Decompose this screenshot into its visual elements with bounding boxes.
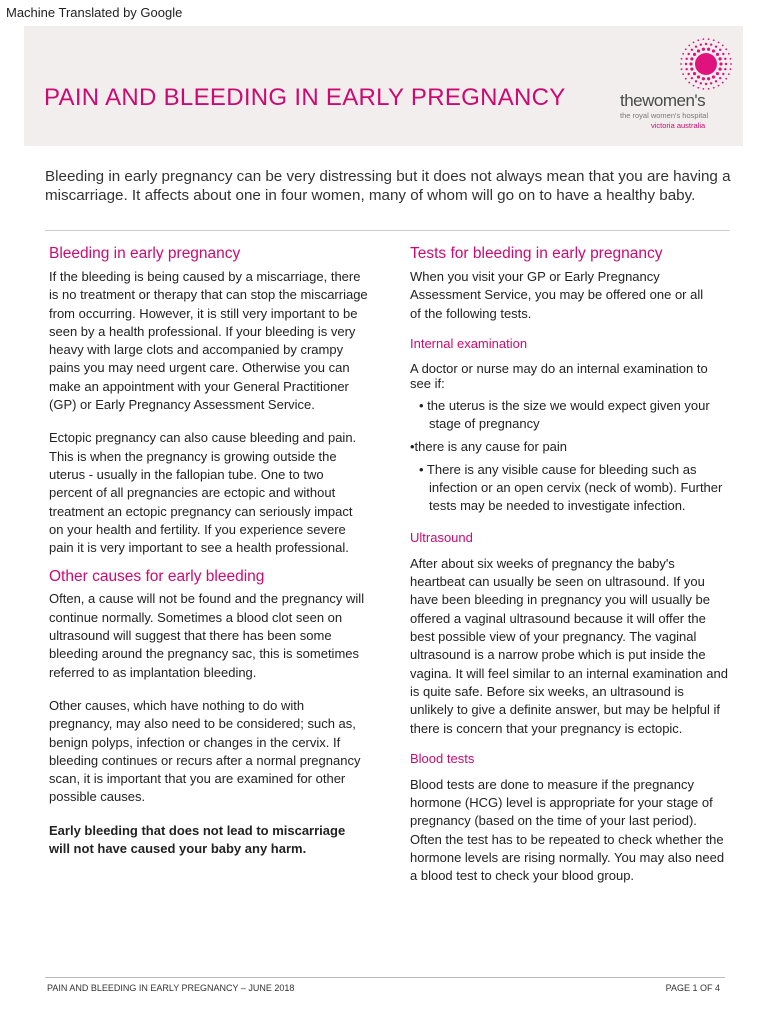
paragraph: Ectopic pregnancy can also cause bleeding and pain. This is when the pregnancy is growing outside the uterus - usually in the fallopian tube. One to two percent of all pregnancies are ectopic and without treatment an ectopic pregnancy can seriously impact on your health and fertility. If you experience severe pain it is very important to see a health professional. xyxy=(49,430,357,556)
paragraph: If the bleeding is being caused by a miscarriage, there is no treatment or therapy that can stop the miscarriage from occurring. However, it is still very important to be seen by a health professional. If your bleeding is very heavy with large clots and accompanied by crampy pains you may need urgent care. Otherwise you can make an appointment with your General Practitioner (GP) or Early Pregnancy Assessment Service. xyxy=(49,269,368,413)
divider xyxy=(45,230,730,231)
right-column xyxy=(410,244,730,886)
logo-subtitle: the royal women's hospital xyxy=(620,111,709,120)
footer-title: PAIN AND BLEEDING IN EARLY PREGNANCY – JUNE 2018 xyxy=(47,983,295,993)
paragraph: When you visit your GP or Early Pregnancy Assessment Service, you may be offered one or all of the following tests. xyxy=(410,269,704,321)
page-title: PAIN AND BLEEDING IN EARLY PREGNANCY xyxy=(44,84,566,111)
footer-divider xyxy=(45,977,725,978)
paragraph: Other causes, which have nothing to do with pregnancy, may also need to be considered; such as, benign polyps, infection or changes in the cervix. If bleeding continues or recurs after a normal pregnancy scan, it is important that you are examined for other possible causes. xyxy=(49,697,361,805)
bullet-item: • There is any visible cause for bleeding such as infection or an open cervix (neck of womb). Further tests may be needed to investigate infection. xyxy=(419,461,723,513)
bold-note: Early bleeding that does not lead to miscarriage will not have caused your baby any harm. xyxy=(49,822,346,857)
hospital-logo-icon xyxy=(678,36,734,92)
page-number: PAGE 1 OF 4 xyxy=(665,983,720,993)
paragraph: Blood tests are done to measure if the pregnancy hormone (HCG) level is appropriate for your stage of pregnancy (based on the time of your last period). Often the test has to be repeated to check whether the hormone levels are rising normally. You may also need a blood test to check your blood group. xyxy=(410,776,725,884)
left-column xyxy=(49,244,369,858)
paragraph: Often, a cause will not be found and the pregnancy will continue normally. Sometimes a blood clot seen on ultrasound will suggest that there has been some bleeding around the pregnancy sac, this is sometimes referred to as implantation bleeding. xyxy=(49,591,365,680)
subheading-ultrasound: Ultrasound xyxy=(410,529,473,545)
paragraph: A doctor or nurse may do an internal examination to see if: xyxy=(410,360,708,391)
paragraph: After about six weeks of pregnancy the baby's heartbeat can usually be seen on ultrasound. If you have been bleeding in pregnancy you will usually be offered a vaginal ultrasound because it will offer the best possible view of your pregnancy. The vaginal ultrasound is a narrow probe which is put inside the vagina. It will feel similar to an internal examination and is quite safe. Before six weeks, an ultrasound is unlikely to give a definite answer, but may be helpful if there is concern that your pregnancy is ectopic. xyxy=(410,555,728,736)
bullet-item: •there is any cause for pain xyxy=(410,438,568,454)
subheading-blood-tests: Blood tests xyxy=(410,750,475,766)
section-heading-bleeding: Bleeding in early pregnancy xyxy=(49,245,241,262)
logo-location: victoria australia xyxy=(651,121,706,130)
translation-note: Machine Translated by Google xyxy=(6,5,183,20)
bullet-item: • the uterus is the size we would expect given your stage of pregnancy xyxy=(419,397,710,431)
intro-paragraph: Bleeding in early pregnancy can be very distressing but it does not always mean that you are having a miscarriage. It affects about one in four women, many of whom will go on to have a healthy baby. xyxy=(45,168,731,204)
section-heading-tests: Tests for bleeding in early pregnancy xyxy=(410,245,663,262)
section-heading-other-causes: Other causes for early bleeding xyxy=(49,568,265,586)
logo-name: thewomen's xyxy=(620,91,706,110)
subheading-internal-exam: Internal examination xyxy=(410,335,528,351)
